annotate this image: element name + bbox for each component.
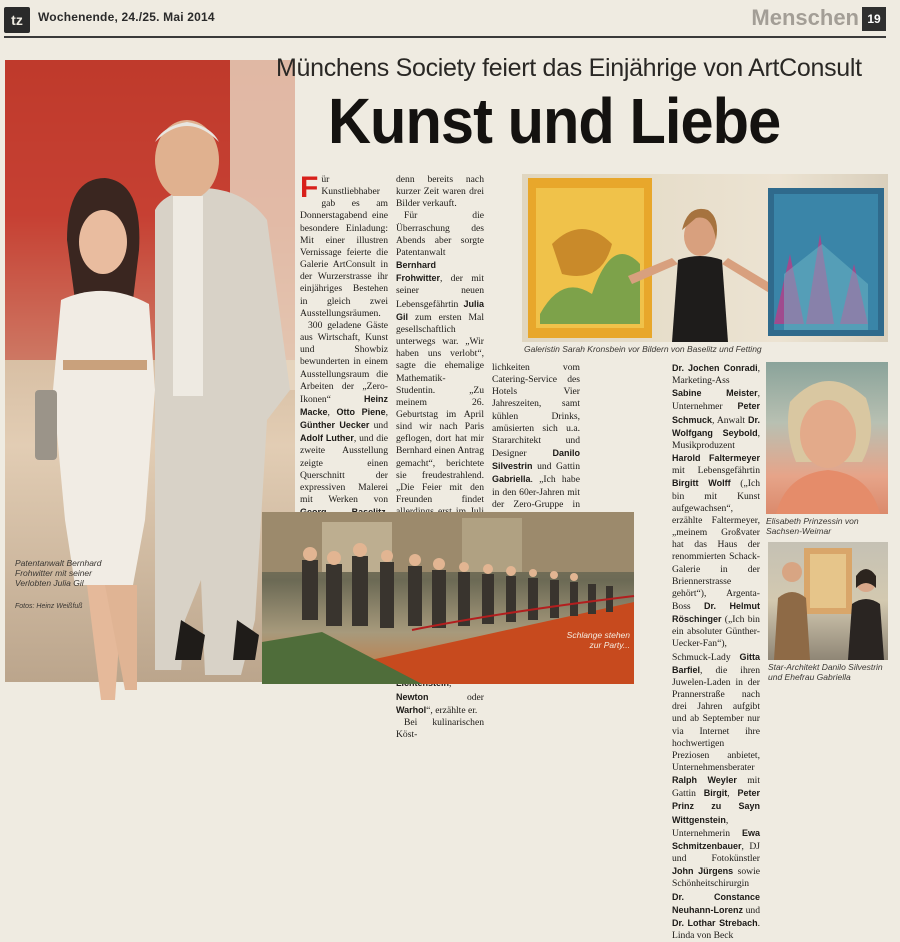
person-name: Danilo Silvestrin: [492, 448, 580, 472]
person-name: Peter Schmuck: [672, 401, 760, 425]
dateline: Wochenende, 24./25. Mai 2014: [38, 10, 215, 24]
section-label: Menschen: [751, 5, 859, 30]
person-name: Peter Prinz zu Sayn Wittgenstein: [672, 788, 760, 825]
text-run: mit Gattin: [672, 775, 760, 800]
person-name: Bernhard Frohwitter: [396, 260, 440, 284]
photo-architect-couple-illustration: [768, 542, 888, 660]
photo-queue: [262, 512, 634, 684]
text-run: , Unternehmerin: [672, 814, 731, 839]
person-name: Dr. Lothar Strebach: [672, 917, 758, 928]
text-run: Für die Überraschung des Abends aber sorgte Patentanwalt: [396, 210, 484, 258]
article-column-1: Für Kunstliebhaber gab es am Donnerstagabend eine besondere Einladung: Mit einer illustren Vernissage feierte die Galerie ArtConsult in der Wurzerstrasse ihr einjähriges Bestehen in gleich zwei Ausstellungsräumen. 300 geladene Gäste aus Wirtschaft, Kunst und Showbiz bewunderten in einem Ausstellungsraum die Arbeiten der „Zero-Ikonen“ Heinz Macke, Otto Piene, Günther Uecker und Adolf Luther, und die zweite Ausstellung zeigte einen Querschnitt der expressiven Malerei mit Werken von: [300, 174, 388, 512]
person-name: Birgitt Wolff: [672, 478, 731, 489]
text-run: , und die zweite Ausstellung zeigte einen Querschnitt der expressiven Malerei mit Werken von: [300, 433, 388, 506]
page-number: 19: [862, 7, 886, 31]
text-run: zum ersten Mal gesellschaftlich unterwegs war. „Wir haben uns verlobt“, sagte die ehemalige Mathematik-Studentin. „Zu meinem 26. Geburtstag im April sind wir nach Paris geflogen, dort hat mir Bernhard einen Antrag gemacht“, berichtete sie freudestrahlend. „Die Feier mit den Freunden findet: [396, 311, 484, 506]
person-name: Otto Piene: [336, 406, 386, 417]
photo-gallerist-illustration: [522, 174, 888, 342]
text-run: , Musikproduzent: [672, 427, 760, 451]
person-name: Sabine Meister: [672, 388, 758, 399]
person-name: Julia Gil: [396, 298, 484, 322]
text-run: , die ihren Juwelen-Laden in der Prannerstraße nach drei Jahren aufgibt und ab September nur via Internet ihre hochwertigen Preziosen anbietet, Unternehmensberater: [672, 664, 760, 773]
photo-queue-illustration: [262, 512, 634, 684]
text-run: sowie Schönheitschirurgin: [672, 866, 760, 890]
person-name: Heinz Macke: [300, 393, 388, 417]
caption-couple: Star-Architekt Danilo Silvestrin und Ehefrau Gabriella: [768, 662, 883, 682]
person-name: Birgit: [703, 788, 728, 799]
text-run: . Linda von Beck: [672, 917, 760, 942]
article-headline: Kunst und Liebe: [328, 85, 781, 157]
person-name: Adolf Luther: [300, 433, 354, 444]
article-kicker: Münchens Society feiert das Einjährige von ArtConsult: [276, 54, 862, 82]
text-run: , Anwalt: [712, 414, 746, 426]
person-name: Harold Faltermeyer: [672, 453, 760, 464]
paragraph: ür Kunstliebhaber gab es am Donnerstagabend eine besondere Einladung: Mit einer illustren Vernissage feierte die Galerie ArtConsult in der Wurzerstrasse ihr einjähriges Bestehen in gleich zwei Ausstellungsräumen.: [300, 174, 388, 319]
photo-architect-couple: [768, 542, 888, 660]
person-name: Gitta Barfiel: [672, 651, 760, 675]
person-name: Günther Uecker: [300, 420, 370, 431]
photo-gallerist: [522, 174, 888, 342]
text-run: („Ich bin ein absoluter Günther-Uecker-Fan“), Schmuck-Lady: [672, 614, 760, 663]
text-run: mit Lebensgefährtin: [672, 465, 760, 477]
caption-queue: Schlange stehen zur Party...: [566, 630, 630, 650]
text-run: , Unternehmer: [672, 388, 760, 413]
caption-gallerist-text: Galeristin Sarah Kronsbein vor Bildern von Baselitz und Fetting: [524, 344, 762, 354]
photo-princess: [766, 362, 888, 514]
text-run: („Ich bin mit Kunst aufgewachsen“, erzählte Faltermeyer, „meinem Großvater hat das Haus der renommierten Schack-Galerie in der Briennerstrasse gehört“), Argenta-Boss: [672, 478, 760, 612]
person-name: Ewa Schmitzenbauer: [672, 827, 760, 851]
article-column-3: [492, 362, 580, 512]
header-rule: [4, 36, 886, 38]
photo-couple-main: [5, 60, 295, 682]
text-run: , der mit seiner neuen Lebensgefährtin: [396, 273, 484, 310]
text-run: “, erzählte er.: [426, 704, 478, 716]
person-name: John Jürgens: [672, 866, 734, 877]
text-run: , DJ und Fotokünstler: [672, 840, 760, 865]
article-column-2: [396, 174, 484, 741]
text-run: 300 geladene Gäste aus Wirtschaft, Kunst und Showbiz bewunderten in einem Ausstellungsraum die Arbeiten der „Zero-Ikonen“: [300, 319, 388, 405]
text-run: lichkeiten vom Catering-Service des Hotels Vier Jahreszeiten, samt kühlen Drinks, amüsierten sich u.a. Stararchitekt und Designer: [492, 362, 580, 460]
caption-princess: Elisabeth Prinzessin von Sachsen-Weimar: [766, 516, 859, 536]
person-name: Ralph Weyler: [672, 775, 737, 786]
text-run: und Gattin: [537, 461, 580, 473]
newspaper-logo: tz: [4, 7, 30, 33]
person-name: Newton: [396, 691, 429, 702]
text-run: , Marketing-Ass: [672, 363, 760, 387]
photo-princess-illustration: [766, 362, 888, 514]
text-run: . „Ich habe in den 60er-Jahren mit der Zero-Gruppe in: [492, 474, 580, 510]
paragraph: denn bereits nach kurzer Zeit waren drei Bilder verkauft.: [396, 174, 484, 210]
paragraph: Bei kulinarischen Köst-: [396, 716, 484, 741]
photo-credit: Fotos: Heinz Weißfuß: [15, 603, 83, 610]
text-run: und: [745, 904, 760, 916]
article-column-4: Dr. Jochen Conradi, Marketing-Ass Sabine Meister, Unternehmer Peter Schmuck, Anwalt Dr. Wolfgang Seybold, Musikproduzent Harold Faltermeyer mit Lebensgefährtin Birgitt Wolff („Ich bin mit Kunst aufgewachsen“, erzählte Faltermeyer, „meinem Großvater hat das Haus der renommierten Schack-Galerie in der Briennerstrasse gehört“), Argenta-Boss Dr. Helmut Röschinger („Ich bin ein absoluter Günther-Uecker-Fan“), Schmuck-Lady Gitta Barfiel, die ihren Juwelen-Laden in der Prannerstraße nach drei Jahren aufgibt und ab September nur via Internet ihre hochwertigen Preziosen anbietet, Unternehmensberater Ralph Weyler mit Gattin Birgit, Peter Prinz zu Sayn Wittgenstein, Unternehmerin Ewa Schmitzenbauer, DJ und Fotokünstler John Jürgens sowie Schönheitschirurgin Dr. Constance Neuhann-Lorenz und Dr. Lothar Strebach. Linda von Beck: [672, 363, 760, 942]
person-name: Gabriella: [492, 474, 531, 485]
person-name: Dr. Helmut Röschinger: [672, 600, 760, 625]
person-name: Dr. Constance Neuhann-Lorenz: [672, 891, 760, 915]
caption-main: Patentanwalt Bernhard Frohwitter mit seiner Verlobten Julia Gil: [15, 558, 102, 588]
person-name: Dr. Jochen Conradi: [672, 363, 758, 373]
person-name: Dr. Wolfgang Seybold: [672, 414, 760, 438]
person-name: Warhol: [396, 704, 427, 715]
text-run: oder: [466, 691, 484, 703]
photo-couple-illustration: [5, 60, 295, 682]
dropcap: F: [300, 171, 319, 204]
